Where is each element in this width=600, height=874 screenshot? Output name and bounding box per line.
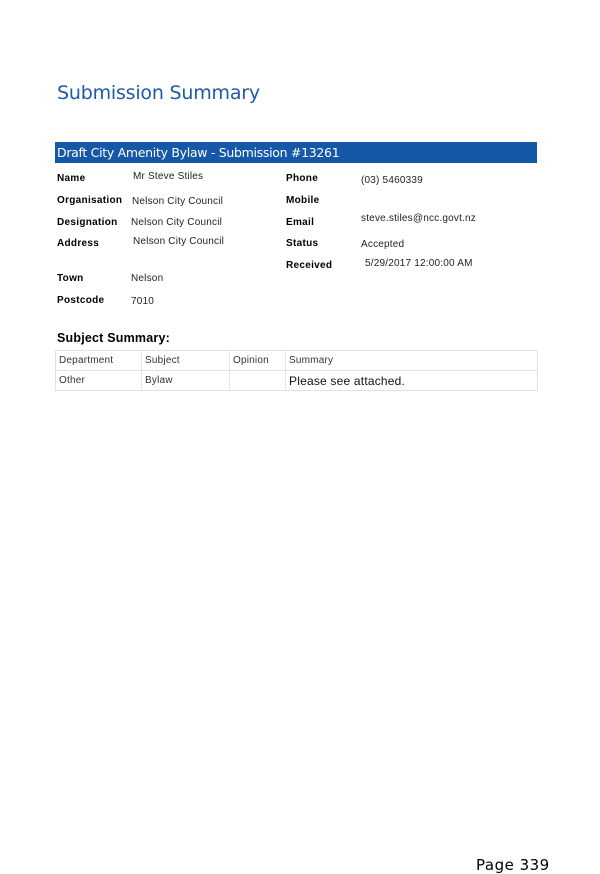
phone-value: (03) 5460339 — [361, 175, 423, 186]
address-label: Address — [57, 238, 100, 249]
page-title: Submission Summary — [57, 82, 260, 104]
subject-cell: Bylaw — [142, 371, 230, 391]
received-value: 5/29/2017 12:00:00 AM — [365, 258, 473, 269]
organisation-value: Nelson City Council — [132, 196, 224, 207]
opinion-cell — [230, 371, 286, 391]
column-header-opinion: Opinion — [230, 351, 286, 371]
mobile-label: Mobile — [286, 195, 320, 206]
postcode-label: Postcode — [57, 295, 105, 306]
phone-label: Phone — [286, 173, 319, 184]
page-number: Page 339 — [476, 856, 550, 874]
organisation-label: Organisation — [57, 195, 123, 206]
designation-label: Designation — [57, 217, 118, 228]
subject-summary-table — [55, 350, 538, 391]
column-header-summary: Summary — [286, 351, 538, 371]
email-label: Email — [286, 217, 315, 228]
address-value: Nelson City Council — [133, 236, 225, 247]
table-row — [56, 371, 538, 391]
status-value: Accepted — [361, 239, 405, 250]
name-label: Name — [57, 173, 86, 184]
subject-summary-heading: Subject Summary: — [57, 331, 170, 345]
submission-banner: Draft City Amenity Bylaw - Submission #13261 — [55, 142, 537, 163]
email-value: steve.stiles@ncc.govt.nz — [361, 213, 476, 224]
name-value: Mr Steve Stiles — [133, 171, 204, 182]
table-header-row — [56, 351, 538, 371]
status-label: Status — [286, 238, 319, 249]
column-header-subject: Subject — [142, 351, 230, 371]
town-value: Nelson — [131, 273, 164, 284]
town-label: Town — [57, 273, 84, 284]
designation-value: Nelson City Council — [131, 217, 223, 228]
column-header-department: Department — [56, 351, 142, 371]
postcode-value: 7010 — [131, 296, 155, 307]
received-label: Received — [286, 260, 333, 271]
department-cell: Other — [56, 371, 142, 391]
summary-cell: Please see attached. — [286, 371, 538, 391]
